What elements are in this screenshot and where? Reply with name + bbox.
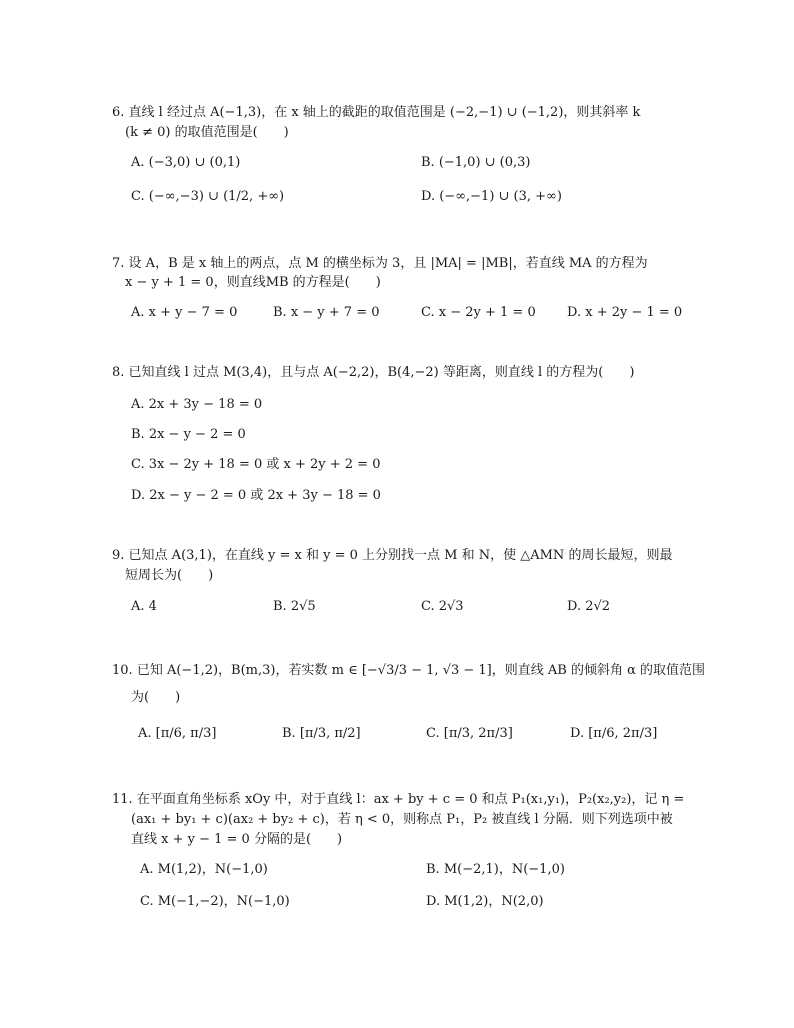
question-number: 8. bbox=[112, 365, 125, 380]
question-6 bbox=[112, 104, 640, 122]
question-number: 10. bbox=[112, 663, 133, 678]
question-text: 在平面直角坐标系 xOy 中，对于直线 l：ax + by + c = 0 和点 P₁(x₁,y₁)，P₂(x₂,y₂)，记 η = bbox=[136, 792, 685, 807]
question-number: 7. bbox=[112, 256, 125, 271]
option-b: B. x − y + 7 = 0 bbox=[273, 305, 380, 320]
question-10 bbox=[112, 662, 705, 680]
option-d: D. 2x − y − 2 = 0 或 2x + 3y − 18 = 0 bbox=[131, 488, 381, 503]
option-c: C. 3x − 2y + 18 = 0 或 x + 2y + 2 = 0 bbox=[131, 457, 381, 472]
question-7 bbox=[112, 255, 648, 273]
option-c: C. [π/3, 2π/3] bbox=[426, 726, 513, 741]
question-9 bbox=[112, 547, 672, 565]
question-text-cont: (ax₁ + by₁ + c)(ax₂ + by₂ + c)，若 η < 0，则称点 P₁，P₂ 被直线 l 分隔．则下列选项中被 bbox=[131, 812, 673, 827]
question-text-cont: x − y + 1 = 0，则直线MB 的方程是( ) bbox=[125, 275, 381, 290]
option-c: C. (−∞,−3) ∪ (1/2, +∞) bbox=[131, 189, 285, 204]
option-a: A. [π/6, π/3] bbox=[138, 726, 217, 741]
option-d: D. M(1,2)，N(2,0) bbox=[426, 894, 544, 909]
question-number: 11. bbox=[112, 792, 133, 807]
question-text: 直线 l 经过点 A(−1,3)，在 x 轴上的截距的取值范围是 (−2,−1) ∪ (−1,2)，则其斜率 k bbox=[128, 105, 641, 120]
question-number: 6. bbox=[112, 105, 125, 120]
option-d: D. (−∞,−1) ∪ (3, +∞) bbox=[421, 189, 562, 204]
question-11 bbox=[112, 791, 684, 809]
question-text-cont: (k ≠ 0) 的取值范围是( ) bbox=[125, 125, 289, 140]
option-d: D. [π/6, 2π/3] bbox=[570, 726, 658, 741]
question-text-cont: 直线 x + y − 1 = 0 分隔的是( ) bbox=[131, 832, 343, 847]
option-b: B. M(−2,1)，N(−1,0) bbox=[426, 862, 565, 877]
option-d: D. x + 2y − 1 = 0 bbox=[567, 305, 683, 320]
option-b: B. (−1,0) ∪ (0,3) bbox=[421, 155, 531, 170]
option-b: B. 2√5 bbox=[273, 599, 316, 614]
option-d: D. 2√2 bbox=[567, 599, 611, 614]
question-text-cont: 为( ) bbox=[131, 690, 181, 705]
option-a: A. M(1,2)，N(−1,0) bbox=[140, 862, 268, 877]
option-c: C. 2√3 bbox=[421, 599, 464, 614]
option-b: B. [π/3, π/2] bbox=[282, 726, 361, 741]
question-8 bbox=[112, 364, 634, 382]
option-a: A. 4 bbox=[131, 599, 157, 614]
question-text: 已知点 A(3,1)，在直线 y = x 和 y = 0 上分别找一点 M 和 N，使 △AMN 的周长最短，则最 bbox=[128, 548, 673, 563]
option-a: A. (−3,0) ∪ (0,1) bbox=[131, 155, 241, 170]
question-text: 设 A，B 是 x 轴上的两点，点 M 的横坐标为 3，且 |MA| = |MB|，若直线 MA 的方程为 bbox=[128, 256, 648, 271]
option-a: A. x + y − 7 = 0 bbox=[131, 305, 238, 320]
option-a: A. 2x + 3y − 18 = 0 bbox=[131, 397, 263, 412]
question-text-cont: 短周长为( ) bbox=[125, 568, 214, 583]
question-text: 已知直线 l 过点 M(3,4)，且与点 A(−2,2)，B(4,−2) 等距离，则直线 l 的方程为( ) bbox=[128, 365, 635, 380]
option-c: C. M(−1,−2)，N(−1,0) bbox=[140, 894, 290, 909]
question-number: 9. bbox=[112, 548, 125, 563]
question-text: 已知 A(−1,2)，B(m,3)，若实数 m ∈ [−√3/3 − 1, √3 − 1]，则直线 AB 的倾斜角 α 的取值范围 bbox=[136, 663, 706, 678]
option-c: C. x − 2y + 1 = 0 bbox=[421, 305, 536, 320]
option-b: B. 2x − y − 2 = 0 bbox=[131, 427, 246, 442]
